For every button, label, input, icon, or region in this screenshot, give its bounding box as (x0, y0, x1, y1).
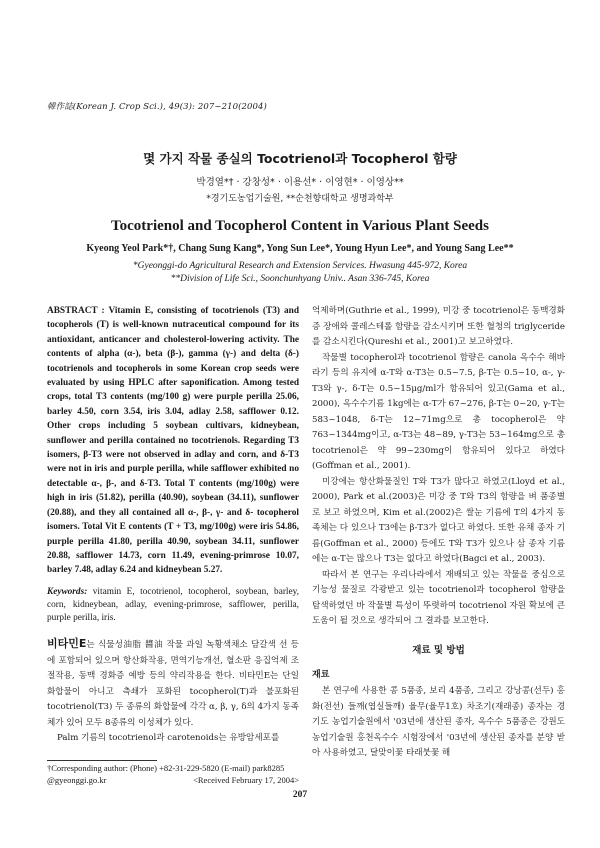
journal-citation: 韓作誌(Korean J. Crop Sci.), 49(3): 207~210(2004) (47, 102, 267, 112)
left-column (47, 304, 299, 747)
page-number: 207 (292, 790, 308, 800)
section-heading-materials-methods: 재료 및 방법 (412, 644, 465, 656)
intro-paragraph-1-text: 는 식물성油脂 醬油 작물 과일 녹황색채소 담갈색 선 등에 포함되어 있으며 항산화작용, 면역기능개선, 혈소판 응집억제 조절작용, 동맥 경화증 예방 등의 약리작용을 한다. 비타민E는 단일 화합물이 아니고 측쇄가 포화된 tocopherol(T)과 불포화된 tocotrienol(T3) 두 종류의 화합물에 각각 α, β, γ, δ의 4가지 동족체가 있어 모두 8종류의 이성체가 있다. (47, 640, 299, 728)
keywords-text: vitamin E, tocotrienol, tocopherol, soybean, barley, corn, kidneybean, adlay, evening-primrose, safflower, perilla, purple perilla, iris. (47, 586, 299, 624)
intro-heading: 비타민E (47, 637, 87, 651)
korean-authors: 박경열*† · 강창성* · 이용선* · 이영현* · 이영상** (196, 177, 404, 188)
body-paragraph-3: 미강에는 항산화물질인 T와 T3가 많다고 하였고(Lloyd et al., 2000), Park et al.(2003)은 미강 중 T와 T3의 함량을 벼 품종별로 보고 하였으며, Kim et al.(2002)은 쌀눈 기름에 T의 4가지 동족체는 다 있으나 T3에는 β-T3가 없다고 하였다. 또한 유채 종자 기름(Goffman et al., 2000) 등에도 T와 T3가 있으나 삼 종자 기름에는 α-T는 많으나 T3는 없다고 하였다(Bagci et al., 2003). (312, 476, 565, 564)
intro-paragraph-2: Palm 기름의 tocotrienol과 carotenoids는 유방암세포를 (57, 733, 280, 744)
intro-paragraph-1 (47, 636, 299, 731)
abstract: ABSTRACT : Vitamin E, consisting of tocotrienols (T3) and tocopherols (T) is well-known nutraceutical compound for its antioxidant, anticancer and cholesterol-lowering activity. The contents of alpha (α-), beta (β-), gamma (γ-) and delta (δ-) tocotrienols and tocopherols in some Korean crop seeds were evaluated by using HPLC after saponification. Among tested crops, total T3 contents (mg/100 g) were purple perilla 25.06, barley 4.50, corn 3.54, iris 3.04, adlay 2.58, safflower 0.12. Other crops including 5 soybean cultivars, kidneybean, sunflower and perilla contained no tocotrienols. Regarding T3 isomers, β-T3 were not observed in adlay and corn, and δ-T3 were not in iris and purple perilla, while safflower exhibited no detectable α-, β-, and δ-T3. Total T contents (mg/100g) were high in iris (51.82), perilla (40.90), soybean (34.11), sunflower (20.88), and they all contained all α-, β-, γ- and δ- tocopherol isomers. Total Vit E contents (T + T3, mg/100g) were iris 54.86, purple perilla 41.80, perilla 40.90, soybean 34.11, sunflower 20.88, safflower 14.73, corn 11.49, evening-primrose 10.07, barley 7.48, adlay 6.24 and kidneybean 5.27. (47, 306, 299, 576)
footnote-email-domain: @gyeonggi.go.kr (47, 774, 107, 785)
korean-title: 몇 가지 작물 종실의 Tocotrienol과 Tocopherol 함량 (143, 151, 457, 166)
footnote-corresponding-author: †Corresponding author: (Phone) +82-31-229-5820 (E-mail) park8285 (47, 763, 285, 773)
subsection-heading-materials: 재료 (312, 669, 330, 680)
keywords-label: Keywords: (47, 586, 88, 597)
right-column (312, 304, 565, 762)
english-authors: Kyeong Yeol Park*†, Chang Sung Kang*, Yong Sun Lee*, Young Hyun Lee*, and Young Sang Lee** (86, 243, 514, 254)
body-paragraph-1: 억제하며(Guthrie et al., 1999), 미강 중 tocotrienol은 동맥경화증 장애와 콜레스테롤 함량을 감소시키며 또한 혈청의 triglyceride를 감소시킨다(Qureshi et al., 2001)고 보고하였다. (312, 306, 565, 347)
korean-affiliation: *경기도농업기술원, **순천향대학교 생명과학부 (206, 194, 394, 204)
footnote (47, 763, 299, 786)
keywords (47, 586, 299, 626)
body-paragraph-5: 본 연구에 사용한 콩 5품종, 보리 4품종, 그리고 강낭콩(선두) 홍화(전선) 들깨(엽실들깨) 율무(율무1호) 차조기(재래종) 종자는 경기도 농업기술원에서 '03년에 생산된 종자, 옥수수 5품종은 강원도 농업기술원 홍천옥수수 시험장에서 '03년에 생산된 종자를 분양 받아 사용하였고, 달맞이꽃 타래붓꽃 해 (312, 686, 565, 759)
footnote-divider (47, 760, 157, 761)
body-paragraph-2: 작물별 tocopherol과 tocotrienol 함량은 canola 옥수수 해바라기 등의 유지에 α-T와 α-T3는 0.5~7.5, β-T는 0.5~10, α-, γ-T3와 γ-, δ-T는 0.5~15μg/ml가 함유되어 있고(Gama et al., 2000), 옥수수기름 1kg에는 α-T가 67~276, β-T는 0~20, γ-T는 583~1048, δ-T는 12~71mg으로 총 tocopherol은 약 763~1344mg이고, α-T3는 48~89, γ-T3는 53~164mg으로 총 tocotrienol은 약 99~230mg이 함유되어 있다고 하였다(Goffman et al., 2001). (312, 352, 565, 471)
received-date: <Received February 17, 2004> (193, 774, 299, 785)
english-title: Tocotrienol and Tocopherol Content in Various Plant Seeds (111, 218, 489, 234)
english-affiliation-2: **Division of Life Sci., Soonchunhyang Univ.. Asan 336-745, Korea (170, 274, 430, 284)
body-paragraph-4: 따라서 본 연구는 우리나라에서 재배되고 있는 작물을 중심으로 기능성 물질로 각광받고 있는 tocotrienol과 tocopherol 함량을 탐색하였던 바 작물별 특성이 뚜렷하여 tocotrienol 자원 확보에 큰 도움이 될 것으로 생각되어 그 결과를 보고한다. (312, 569, 565, 626)
english-affiliation-1: *Gyeonggi-do Agricultural Research and Extension Services. Hwasung 445-972, Korea (132, 261, 468, 271)
footnote-email-line (47, 775, 299, 787)
